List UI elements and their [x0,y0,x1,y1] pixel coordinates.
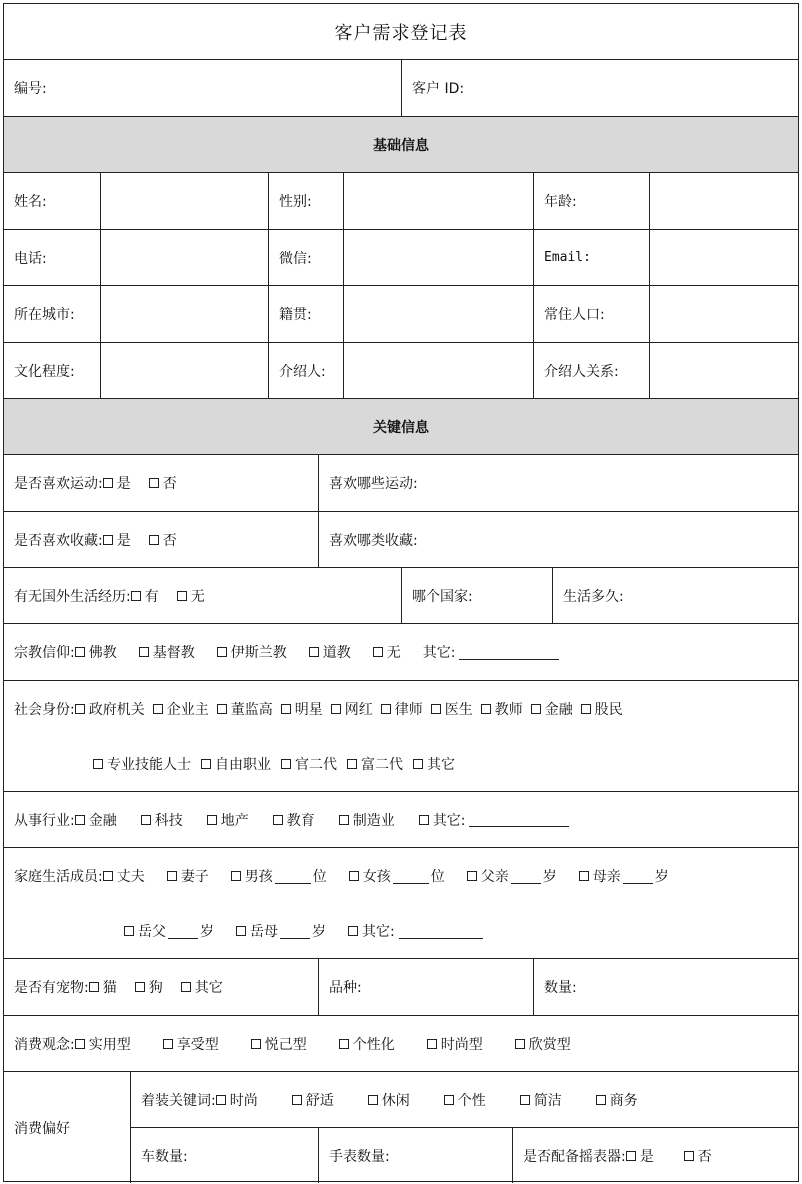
checkbox-icon[interactable] [347,759,357,769]
referrer-input[interactable] [344,343,534,398]
resident-label: 常住人口: [534,286,650,342]
wife-option[interactable]: 妻子 [167,866,209,886]
dress-option[interactable]: 简洁 [520,1090,562,1110]
checkbox-icon[interactable] [413,759,423,769]
social-option[interactable]: 专业技能人士 [93,754,191,774]
preference-label: 消费偏好 [4,1072,131,1183]
phone-label: 电话: [4,230,101,285]
family-line-1 [4,848,798,904]
sport-question [4,455,319,511]
checkbox-icon[interactable] [520,1095,530,1105]
industry-option[interactable]: 科技 [141,810,183,830]
sport-yes-option[interactable]: 是 [103,473,131,493]
consume-row [4,1016,798,1072]
industry-option[interactable]: 金融 [75,810,117,830]
checkbox-icon[interactable] [349,871,359,881]
checkbox-icon[interactable] [281,704,291,714]
social-option[interactable]: 金融 [531,699,573,719]
pet-option[interactable]: 狗 [135,977,163,997]
education-input[interactable] [101,343,269,398]
referrer-label: 介绍人: [269,343,344,398]
breed-label: 品种: [329,980,362,996]
father-age-input[interactable] [511,869,541,884]
social-option[interactable]: 律师 [381,699,423,719]
sport-question-label: 是否喜欢运动: [14,476,103,492]
key-section-header [4,399,798,455]
checkbox-icon[interactable] [103,871,113,881]
dress-field [131,1072,798,1127]
checkbox-icon[interactable] [251,1039,261,1049]
duration-label: 生活多久: [563,588,624,605]
number-field[interactable] [4,60,402,116]
boy-count-input[interactable] [275,869,311,884]
city-input[interactable] [101,286,269,342]
shaker-yes-option[interactable]: 是 [626,1146,654,1166]
number-label: 编号: [14,81,47,97]
collect-question-label: 是否喜欢收藏: [14,532,103,549]
shaker-field [513,1128,798,1183]
industry-option[interactable]: 教育 [273,810,315,830]
pet-option[interactable]: 猫 [89,977,117,997]
industry-row [4,792,798,848]
industry-option[interactable]: 制造业 [339,810,395,830]
checkbox-icon[interactable] [481,704,491,714]
social-option[interactable]: 董监高 [217,699,273,719]
checkbox-icon[interactable] [331,704,341,714]
industry-option[interactable]: 地产 [207,810,249,830]
cars-field[interactable] [131,1128,319,1183]
social-line-1 [4,681,798,737]
preference-row [4,1072,798,1183]
family-field [4,848,798,958]
shaker-no-option[interactable]: 否 [684,1146,712,1166]
watches-label: 手表数量: [329,1148,390,1165]
checkbox-icon[interactable] [103,535,113,545]
checkbox-icon[interactable] [217,704,227,714]
title-row [4,4,798,60]
consume-option[interactable]: 享受型 [163,1034,219,1054]
referrer-relation-label: 介绍人关系: [534,343,650,398]
pet-label: 是否有宠物: [14,980,89,996]
checkbox-icon[interactable] [427,1039,437,1049]
collect-which-label: 喜欢哪类收藏: [329,532,418,549]
sport-which-label: 喜欢哪些运动: [329,476,418,492]
family-other-input[interactable] [399,924,483,939]
checkbox-icon[interactable] [626,1151,636,1161]
quantity-label: 数量: [544,980,577,996]
checkbox-icon[interactable] [207,815,217,825]
religion-field [4,624,798,680]
husband-option[interactable]: 丈夫 [103,866,145,886]
basic-row-3 [4,286,798,343]
basic-section-header [4,117,798,173]
customer-registration-form [3,3,799,1182]
form-title: 客户需求登记表 [334,22,468,44]
mother-age-input[interactable] [623,869,653,884]
abroad-none-option[interactable]: 无 [177,586,205,606]
resident-input[interactable] [650,286,798,342]
collect-row [4,512,798,568]
collect-question [4,512,319,567]
sport-row [4,455,798,512]
client-id-field[interactable] [402,60,798,116]
family-line-2 [4,903,798,959]
social-label: 社会身份: [14,702,75,718]
social-option[interactable]: 其它 [413,754,455,774]
education-label: 文化程度: [4,343,101,398]
dress-option[interactable]: 个性 [444,1090,486,1110]
checkbox-icon[interactable] [177,591,187,601]
checkbox-icon[interactable] [292,1095,302,1105]
cars-label: 车数量: [141,1148,188,1165]
checkbox-icon[interactable] [163,1039,173,1049]
checkbox-icon[interactable] [596,1095,606,1105]
collect-yes-option[interactable]: 是 [103,530,131,550]
country-field[interactable] [402,568,553,623]
checkbox-icon[interactable] [201,759,211,769]
checkbox-icon[interactable] [103,478,113,488]
checkbox-icon[interactable] [348,926,358,936]
religion-option[interactable]: 基督教 [139,642,195,662]
religion-label: 宗教信仰: [14,645,75,661]
name-input[interactable] [101,173,269,229]
name-label: 姓名: [4,173,101,229]
sport-which-field[interactable] [319,455,798,511]
phone-input[interactable] [101,230,269,285]
checkbox-icon[interactable] [339,815,349,825]
age-input[interactable] [650,173,798,229]
social-line-2 [4,736,798,792]
checkbox-icon[interactable] [581,704,591,714]
checkbox-icon[interactable] [515,1039,525,1049]
social-option[interactable]: 医生 [431,699,473,719]
age-label: 年龄: [534,173,650,229]
checkbox-icon[interactable] [236,926,246,936]
industry-other-option[interactable]: 其它: [419,810,466,830]
email-label: Email: [534,230,650,285]
checkbox-icon[interactable] [309,647,319,657]
religion-other-input[interactable] [459,645,559,660]
father-option[interactable]: 父亲 岁 [467,866,557,886]
collect-no-option[interactable]: 否 [149,530,177,550]
checkbox-icon[interactable] [419,815,429,825]
checkbox-icon[interactable] [135,982,145,992]
social-option[interactable]: 官二代 [281,754,337,774]
breed-field[interactable] [319,959,534,1015]
checkbox-icon[interactable] [75,815,85,825]
religion-other-label: 其它: [422,645,456,661]
dress-option[interactable]: 舒适 [292,1090,334,1110]
checkbox-icon[interactable] [167,871,177,881]
key-section-title: 关键信息 [373,419,429,436]
checkbox-icon[interactable] [444,1095,454,1105]
dress-option[interactable]: 休闲 [368,1090,410,1110]
pet-question [4,959,319,1015]
gender-label: 性别: [269,173,344,229]
family-other-option[interactable]: 其它: [348,921,483,941]
consume-option[interactable]: 实用型 [75,1034,131,1054]
religion-option[interactable]: 伊斯兰教 [217,642,287,662]
consume-option[interactable]: 时尚型 [427,1034,483,1054]
social-option[interactable]: 教师 [481,699,523,719]
social-option[interactable]: 富二代 [347,754,403,774]
religion-option[interactable]: 道教 [309,642,351,662]
checkbox-icon[interactable] [153,704,163,714]
abroad-row [4,568,798,624]
sport-no-option[interactable]: 否 [149,473,177,493]
girl-count-input[interactable] [393,869,429,884]
collect-which-field[interactable] [319,512,798,567]
checkbox-icon[interactable] [273,815,283,825]
religion-option[interactable]: 无 [373,642,401,662]
mother-in-law-age-input[interactable] [280,924,310,939]
dress-option[interactable]: 商务 [596,1090,638,1110]
native-label: 籍贯: [269,286,344,342]
dress-option[interactable]: 时尚 [216,1090,258,1110]
checkbox-icon[interactable] [131,591,141,601]
basic-row-4 [4,343,798,399]
social-option[interactable]: 企业主 [153,699,209,719]
checkbox-icon[interactable] [141,815,151,825]
pet-row [4,959,798,1016]
industry-field [4,792,798,847]
religion-row [4,624,798,681]
consume-option[interactable]: 悦己型 [251,1034,307,1054]
checkbox-icon[interactable] [339,1039,349,1049]
gender-input[interactable] [344,173,534,229]
wechat-input[interactable] [344,230,534,285]
wechat-label: 微信: [269,230,344,285]
consume-label: 消费观念: [14,1036,75,1053]
social-option[interactable]: 明星 [281,699,323,719]
checkbox-icon[interactable] [431,704,441,714]
checkbox-icon[interactable] [149,535,159,545]
checkbox-icon[interactable] [89,982,99,992]
basic-section-title: 基础信息 [373,137,429,154]
checkbox-icon[interactable] [75,1039,85,1049]
quantity-field[interactable] [534,959,798,1015]
checkbox-icon[interactable] [124,926,134,936]
father-in-law-age-input[interactable] [168,924,198,939]
girl-option[interactable]: 女孩 位 [349,866,445,886]
checkbox-icon[interactable] [75,704,85,714]
assets-subrow [131,1128,798,1183]
email-input[interactable] [650,230,798,285]
industry-other-input[interactable] [469,812,569,827]
dress-subrow [131,1072,798,1128]
consume-option[interactable]: 欣赏型 [515,1034,571,1054]
boy-option[interactable]: 男孩 位 [231,866,327,886]
father-in-law-option[interactable]: 岳父 岁 [124,921,214,941]
checkbox-icon[interactable] [181,982,191,992]
family-row [4,848,798,959]
checkbox-icon[interactable] [368,1095,378,1105]
social-row [4,681,798,792]
checkbox-icon[interactable] [531,704,541,714]
social-field [4,681,798,791]
duration-field[interactable] [553,568,798,623]
basic-row-1 [4,173,798,230]
social-option[interactable]: 股民 [581,699,623,719]
watches-field[interactable] [319,1128,513,1183]
checkbox-icon[interactable] [579,871,589,881]
social-option[interactable]: 自由职业 [201,754,271,774]
native-input[interactable] [344,286,534,342]
consume-field [4,1016,798,1071]
checkbox-icon[interactable] [75,647,85,657]
checkbox-icon[interactable] [373,647,383,657]
city-label: 所在城市: [4,286,101,342]
country-label: 哪个国家: [412,588,473,605]
pet-option[interactable]: 其它 [181,977,223,997]
checkbox-icon[interactable] [281,759,291,769]
basic-row-2 [4,230,798,286]
checkbox-icon[interactable] [467,871,477,881]
social-option[interactable]: 网红 [331,699,373,719]
checkbox-icon[interactable] [216,1095,226,1105]
checkbox-icon[interactable] [231,871,241,881]
checkbox-icon[interactable] [139,647,149,657]
checkbox-icon[interactable] [381,704,391,714]
family-label: 家庭生活成员: [14,869,103,885]
consume-option[interactable]: 个性化 [339,1034,395,1054]
checkbox-icon[interactable] [684,1151,694,1161]
referrer-relation-input[interactable] [650,343,798,398]
mother-in-law-option[interactable]: 岳母 岁 [236,921,326,941]
abroad-question [4,568,402,623]
dress-label: 着装关键词: [141,1092,216,1109]
abroad-question-label: 有无国外生活经历: [14,588,131,605]
id-row [4,60,798,117]
checkbox-icon[interactable] [149,478,159,488]
industry-label: 从事行业: [14,812,75,829]
social-option[interactable]: 政府机关 [75,699,145,719]
religion-option[interactable]: 佛教 [75,642,117,662]
mother-option[interactable]: 母亲 岁 [579,866,669,886]
shaker-label: 是否配备摇表器: [523,1148,626,1165]
checkbox-icon[interactable] [93,759,103,769]
client-id-label: 客户 ID: [412,81,465,97]
abroad-have-option[interactable]: 有 [131,586,159,606]
checkbox-icon[interactable] [217,647,227,657]
